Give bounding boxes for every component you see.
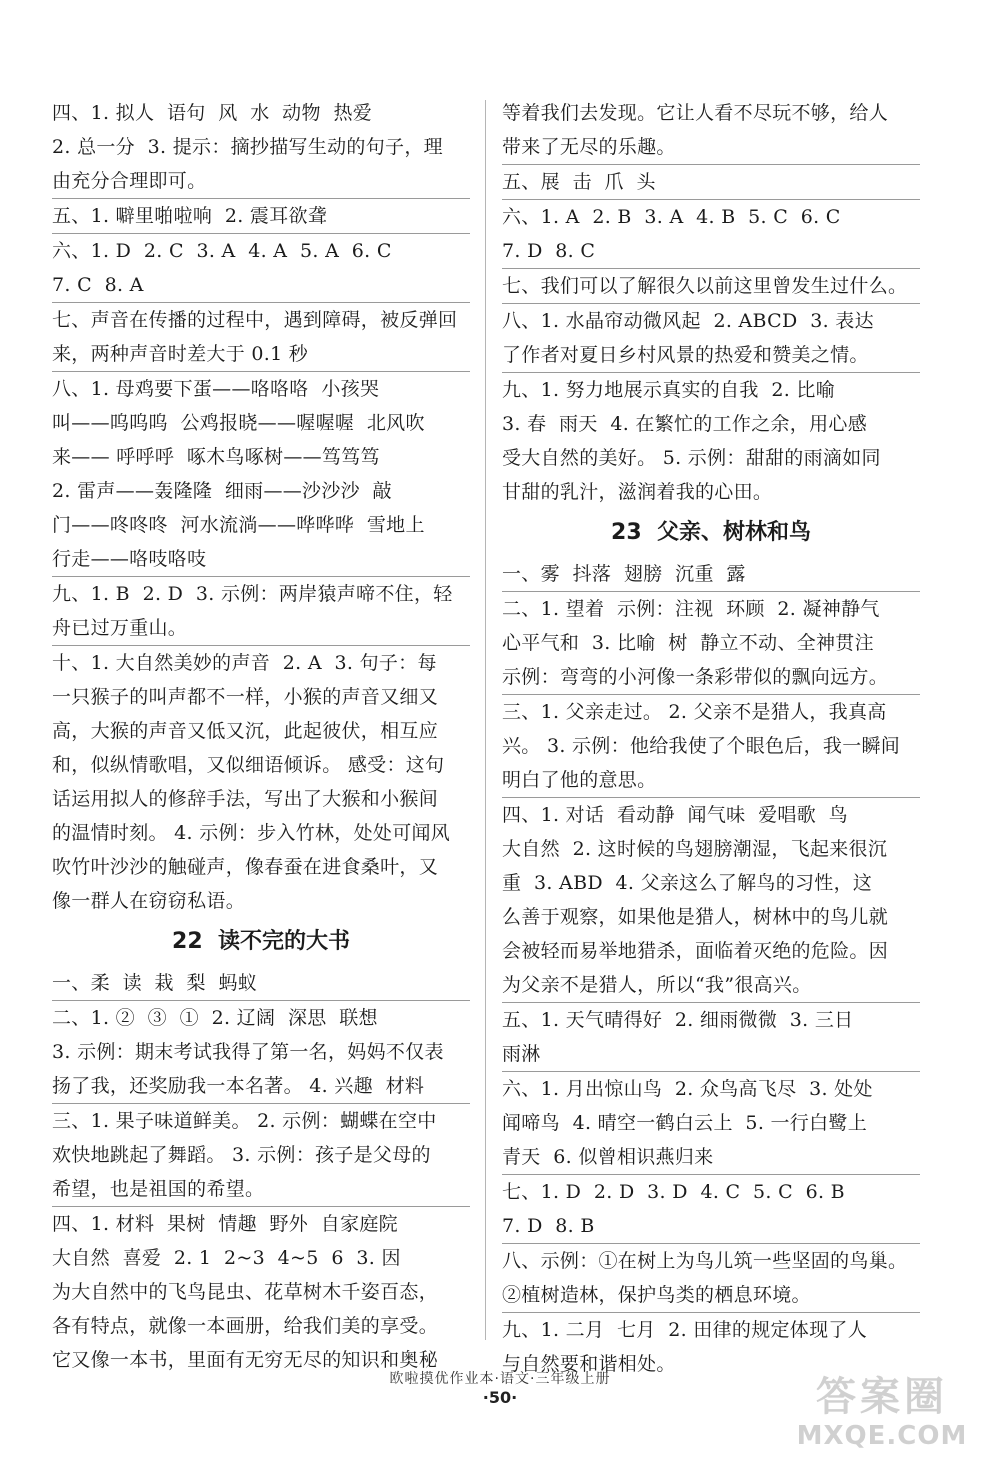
answer-line: 像一群人在窃窃私语。 (52, 890, 246, 912)
lesson-heading: 23 父亲、树林和鸟 (611, 520, 811, 545)
answer-line: 七、我们可以了解很久以前这里曾发生过什么。 (502, 275, 908, 297)
answer-line: 九、1. 努力地展示真实的自我 2. 比喻 (502, 379, 836, 401)
answer-line: 三、1. 父亲走过。 2. 父亲不是猎人，我真高 (502, 701, 887, 723)
answer-line: 为父亲不是猎人，所以“我”很高兴。 (502, 974, 812, 996)
answer-line: 7. D 8. C (502, 240, 596, 262)
answer-line: 了作者对夏日乡村风景的热爱和赞美之情。 (502, 344, 869, 366)
answer-line: 四、1. 材料 果树 情趣 野外 自家庭院 (52, 1213, 398, 1235)
answer-line: 高，大猴的声音又低又沉，此起彼伏，相互应 (52, 720, 439, 742)
answer-line: 六、1. D 2. C 3. A 4. A 5. A 6. C (52, 240, 392, 262)
answer-line: 3. 春 雨天 4. 在繁忙的工作之余，用心感 (502, 413, 867, 435)
page-number: ·50· (482, 1388, 518, 1407)
answer-line: 九、1. 二月 七月 2. 田律的规定体现了人 (502, 1319, 867, 1341)
answer-line: 么善于观察，如果他是猎人，树林中的鸟儿就 (502, 906, 889, 928)
answer-line: 青天 6. 似曾相识燕归来 (502, 1146, 714, 1168)
answer-line: 门——咚咚咚 河水流淌——哗哗哗 雪地上 (52, 514, 425, 536)
answer-line: 希望，也是祖国的希望。 (52, 1178, 265, 1200)
answer-line: 来—— 呼呼呼 啄木鸟啄树——笃笃笃 (52, 446, 380, 468)
answer-line: 重 3. ABD 4. 父亲这么了解鸟的习性，这 (502, 872, 873, 894)
answer-line: 明白了他的意思。 (502, 769, 657, 791)
watermark-url: MXQE.COM (796, 1421, 968, 1451)
answer-line: 来，两种声音时差大于 0.1 秒 (52, 343, 309, 365)
right-column (502, 96, 920, 1381)
answer-line: 与自然要和谐相处。 (502, 1353, 676, 1375)
column-divider (485, 100, 486, 1340)
left-column (52, 96, 470, 1377)
answer-line: 吹竹叶沙沙的触碰声，像春蚕在进食桑叶，又 (52, 856, 439, 878)
answer-line: 五、展 击 爪 头 (502, 171, 656, 193)
answer-line: 2. 总一分 3. 提示：摘抄描写生动的句子，理 (52, 136, 443, 158)
answer-line: 六、1. 月出惊山鸟 2. 众鸟高飞尽 3. 处处 (502, 1078, 873, 1100)
answer-line: 7. C 8. A (52, 274, 144, 296)
answer-line: 带来了无尽的乐趣。 (502, 136, 676, 158)
answer-line: 示例：弯弯的小河像一条彩带似的飘向远方。 (502, 666, 889, 688)
lesson-heading: 22 读不完的大书 (172, 929, 350, 954)
answer-line: 的温情时刻。 4. 示例：步入竹林，处处可闻风 (52, 822, 451, 844)
answer-line: 心平气和 3. 比喻 树 静立不动、全神贯注 (502, 632, 874, 654)
answer-line: 八、1. 母鸡要下蛋——咯咯咯 小孩哭 (52, 378, 380, 400)
answer-line: 大自然 2. 这时候的鸟翅膀潮湿，飞起来很沉 (502, 838, 888, 860)
answer-line: 欢快地跳起了舞蹈。 3. 示例：孩子是父母的 (52, 1144, 431, 1166)
answer-line: 2. 雷声——轰隆隆 细雨——沙沙沙 敲 (52, 480, 392, 502)
answer-line: ②植树造林，保护鸟类的栖息环境。 (502, 1284, 811, 1306)
answer-line: 7. D 8. B (502, 1215, 595, 1237)
answer-line: 叫——呜呜呜 公鸡报晓——喔喔喔 北风吹 (52, 412, 425, 434)
answer-line: 甘甜的乳汁，滋润着我的心田。 (502, 481, 773, 503)
answer-line: 大自然 喜爱 2. 1 2~3 4~5 6 3. 因 (52, 1247, 401, 1269)
answer-line: 一、雾 抖落 翅膀 沉重 露 (502, 563, 746, 585)
answer-line: 兴。 3. 示例：他给我使了个眼色后，我一瞬间 (502, 735, 901, 757)
answer-line: 闻啼鸟 4. 晴空一鹤白云上 5. 一行白鹭上 (502, 1112, 867, 1134)
answer-line: 七、声音在传播的过程中，遇到障碍，被反弹回 (52, 309, 458, 331)
answer-line: 八、1. 水晶帘动微风起 2. ABCD 3. 表达 (502, 310, 874, 332)
answer-line: 四、1. 对话 看动静 闻气味 爱唱歌 鸟 (502, 804, 848, 826)
footer-book-title: 欧啦摸优作业本·语文·三年级上册 (389, 1371, 611, 1387)
answer-line: 话运用拟人的修辞手法，写出了大猴和小猴间 (52, 788, 439, 810)
answer-line: 和，似纵情歌唱，又似细语倾诉。 感受：这句 (52, 754, 445, 776)
answer-line: 九、1. B 2. D 3. 示例：两岸猿声啼不住，轻 (52, 583, 453, 605)
answer-line: 扬了我，还奖励我一本名著。 4. 兴趣 材料 (52, 1075, 425, 1097)
answer-line: 一只猴子的叫声都不一样，小猴的声音又细又 (52, 686, 439, 708)
answer-line: 七、1. D 2. D 3. D 4. C 5. C 6. B (502, 1181, 845, 1203)
answer-line: 雨淋 (502, 1043, 541, 1065)
answer-line: 3. 示例：期末考试我得了第一名，妈妈不仅表 (52, 1041, 444, 1063)
answer-line: 受大自然的美好。 5. 示例：甜甜的雨滴如同 (502, 447, 881, 469)
watermark (782, 1373, 982, 1463)
answer-line: 八、示例：①在树上为鸟儿筑一些坚固的鸟巢。 (502, 1250, 908, 1272)
answer-line: 二、1. 望着 示例：注视 环顾 2. 凝神静气 (502, 598, 880, 620)
answer-line: 等着我们去发现。它让人看不尽玩不够，给人 (502, 102, 889, 124)
answer-line: 行走——咯吱咯吱 (52, 548, 207, 570)
answer-line: 三、1. 果子味道鲜美。 2. 示例：蝴蝶在空中 (52, 1110, 437, 1132)
answer-line: 为大自然中的飞鸟昆虫、花草树木千姿百态， (52, 1281, 439, 1303)
answer-line: 一、柔 读 栽 梨 蚂蚁 (52, 972, 258, 994)
answer-line: 各有特点，就像一本画册，给我们美的享受。 (52, 1315, 439, 1337)
answer-line: 十、1. 大自然美妙的声音 2. A 3. 句子：每 (52, 652, 437, 674)
watermark-logo: 答案圈 (816, 1374, 948, 1420)
answer-line: 四、1. 拟人 语句 风 水 动物 热爱 (52, 102, 373, 124)
answer-line: 六、1. A 2. B 3. A 4. B 5. C 6. C (502, 206, 841, 228)
answer-line: 它又像一本书，里面有无穷无尽的知识和奥秘 (52, 1349, 439, 1371)
answer-line: 舟已过万重山。 (52, 617, 188, 639)
answer-line: 五、1. 天气晴得好 2. 细雨微微 3. 三日 (502, 1009, 854, 1031)
answer-line: 由充分合理即可。 (52, 170, 207, 192)
answer-line: 二、1. ② ③ ① 2. 辽阔 深思 联想 (52, 1007, 378, 1029)
answer-line: 会被轻而易举地猎杀，面临着灭绝的危险。因 (502, 940, 889, 962)
answer-line: 五、1. 噼里啪啦响 2. 震耳欲聋 (52, 205, 328, 227)
